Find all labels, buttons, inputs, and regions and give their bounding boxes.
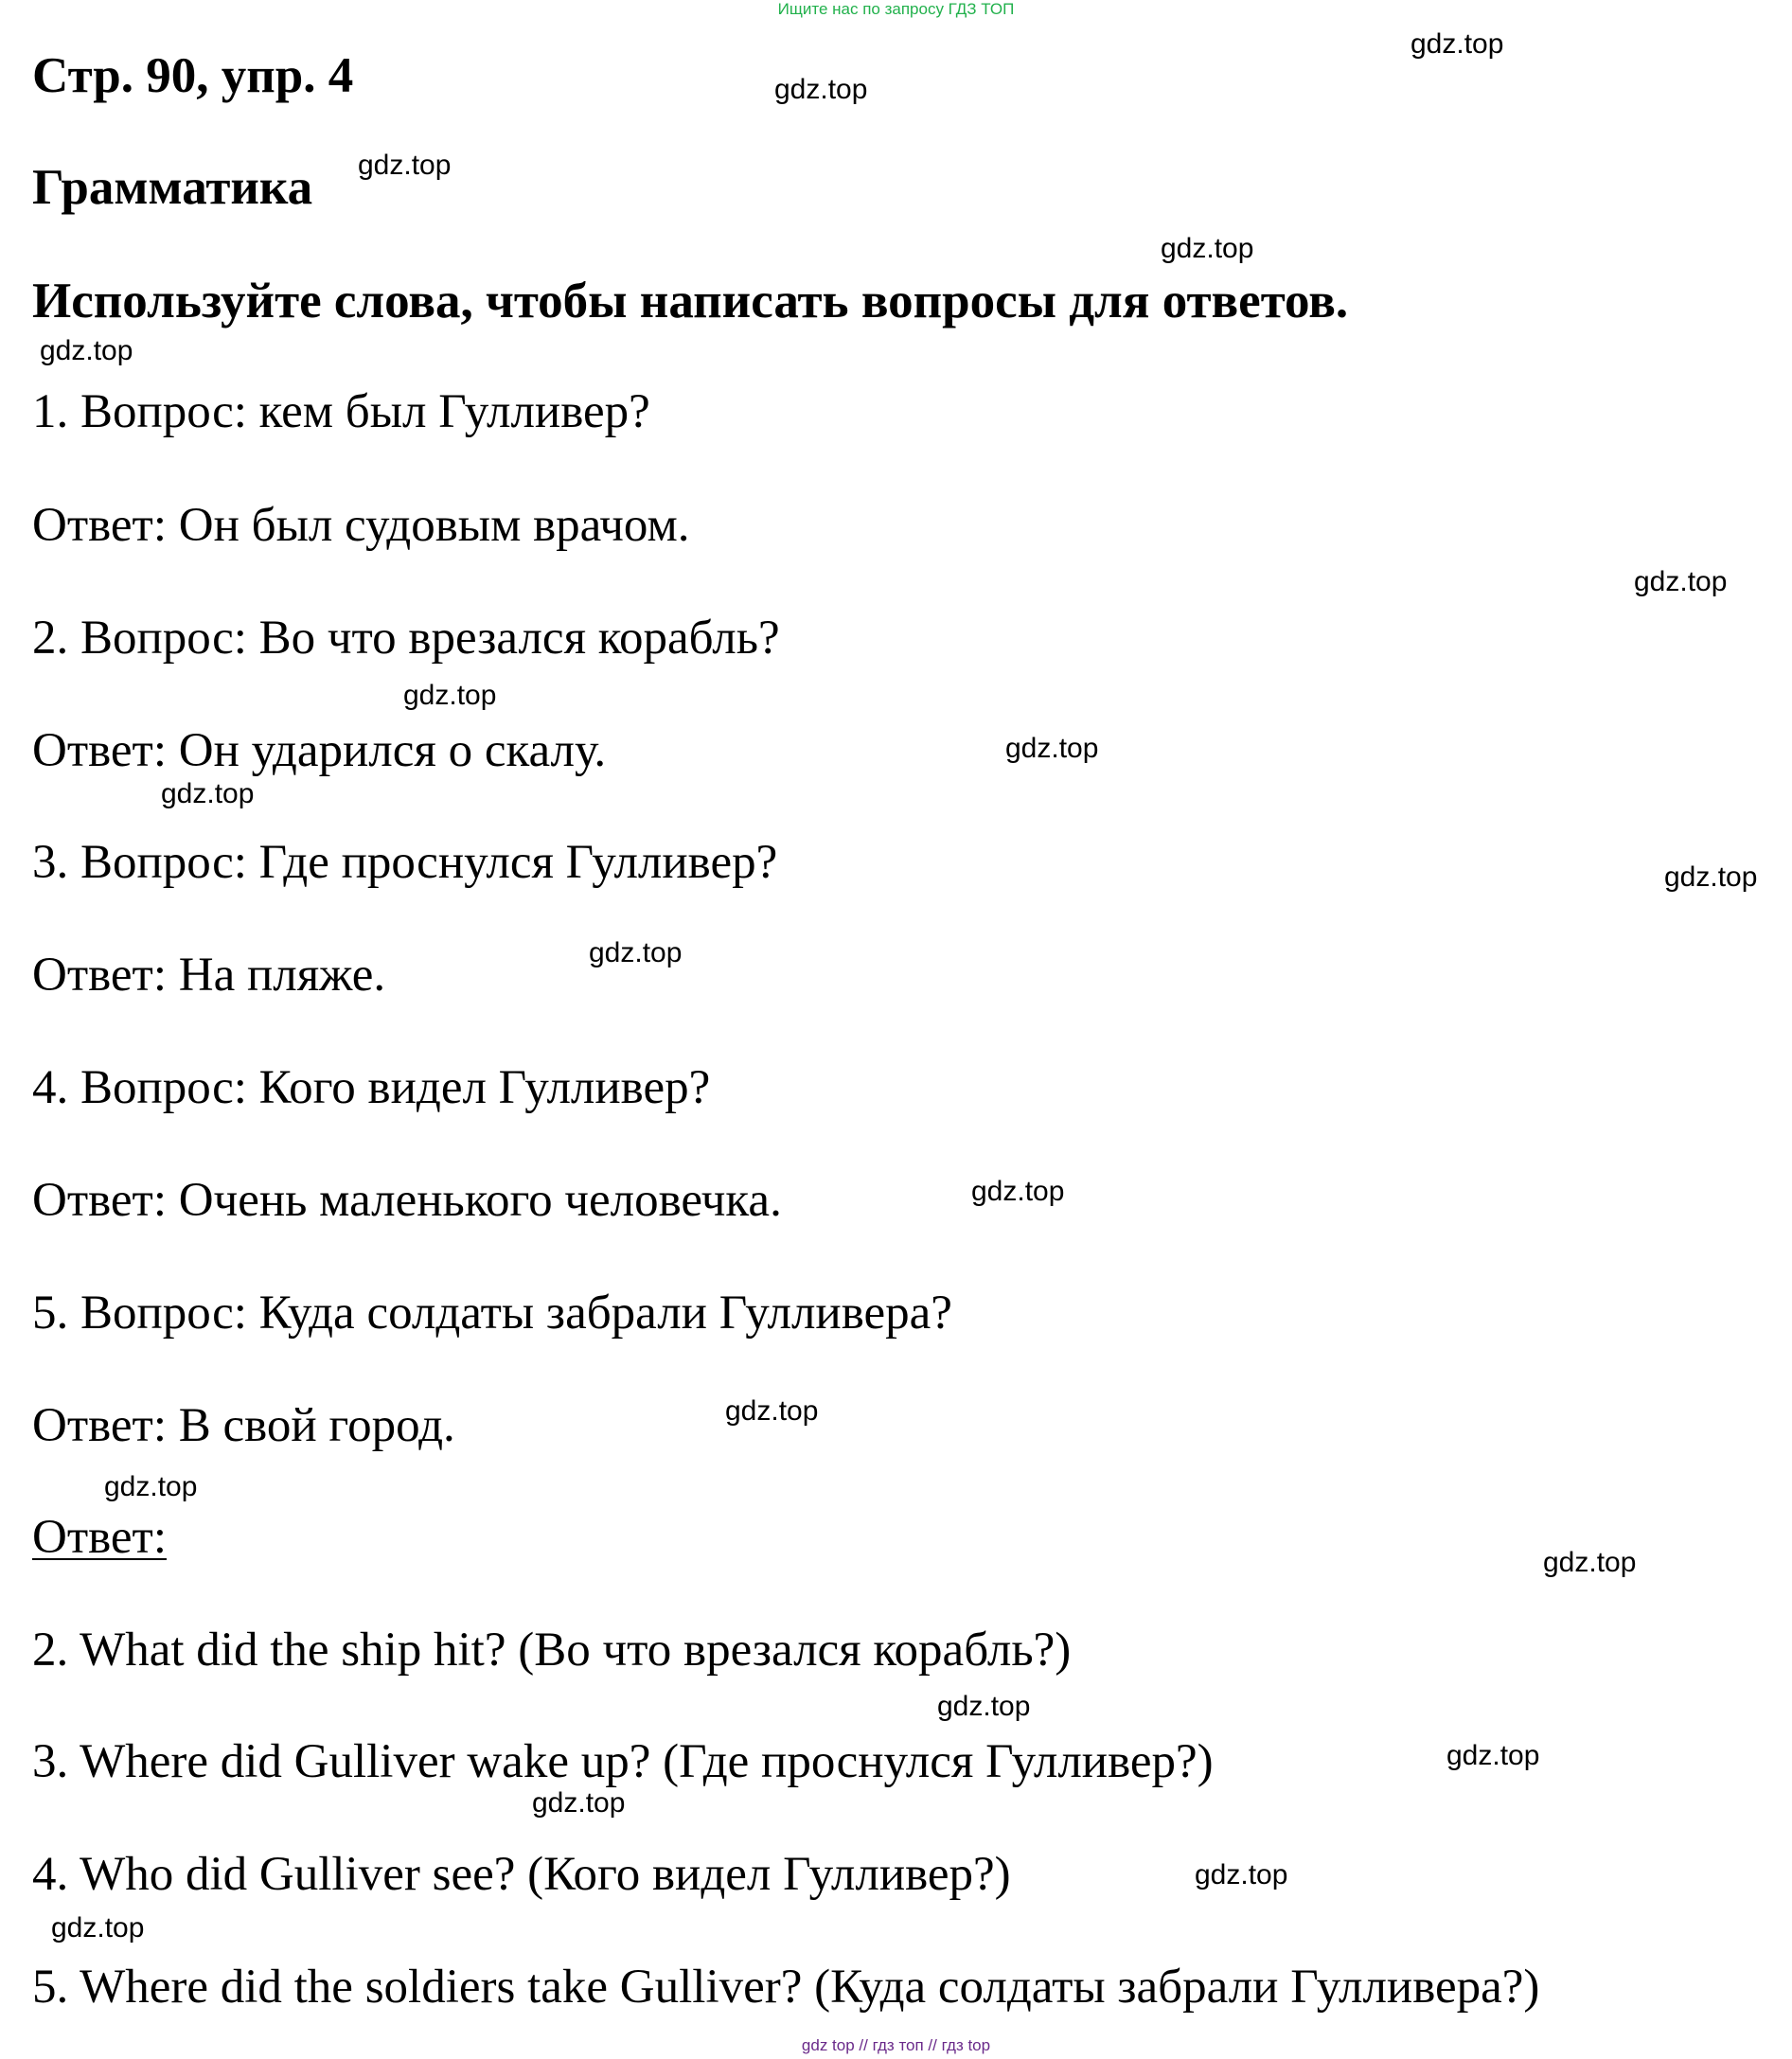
task-instruction: Используйте слова, чтобы написать вопросы для ответов. (32, 274, 1349, 328)
watermark: gdz.top (51, 1912, 145, 1944)
english-answer-3: 3. Where did Gulliver wake up? (Где проснулся Гулливер?) (32, 1735, 1214, 1788)
watermark: gdz.top (1664, 861, 1758, 893)
question-3: 3. Вопрос: Где проснулся Гулливер? (32, 836, 778, 889)
question-2: 2. Вопрос: Во что врезался корабль? (32, 612, 780, 665)
answer-3: Ответ: На пляже. (32, 949, 386, 1002)
watermark: gdz.top (403, 680, 497, 711)
english-answer-4: 4. Who did Gulliver see? (Кого видел Гулливер?) (32, 1848, 1011, 1901)
answer-1: Ответ: Он был судовым врачом. (32, 499, 690, 552)
watermark: gdz.top (1543, 1547, 1637, 1578)
answer-heading: Ответ: (32, 1511, 167, 1564)
watermark: gdz.top (358, 150, 452, 181)
watermark: gdz.top (1634, 566, 1728, 597)
watermark: gdz.top (774, 74, 868, 105)
footer-links[interactable]: gdz top // гдз топ // гдз top (801, 2036, 991, 2054)
search-hint-banner[interactable]: Ищите нас по запросу ГДЗ ТОП (777, 0, 1015, 18)
watermark: gdz.top (1446, 1740, 1540, 1771)
watermark: gdz.top (1161, 233, 1254, 264)
watermark: gdz.top (161, 778, 255, 809)
watermark: gdz.top (725, 1395, 819, 1427)
section-title: Грамматика (32, 160, 313, 215)
question-1: 1. Вопрос: кем был Гулливер? (32, 385, 650, 438)
watermark: gdz.top (532, 1787, 626, 1819)
english-answer-5: 5. Where did the soldiers take Gulliver? (Куда солдаты забрали Гулливера?) (32, 1961, 1540, 2014)
answer-2: Ответ: Он ударился о скалу. (32, 724, 607, 777)
watermark: gdz.top (40, 335, 133, 366)
english-answer-2: 2. What did the ship hit? (Во что врезался корабль?) (32, 1624, 1072, 1677)
watermark: gdz.top (1005, 733, 1099, 764)
watermark: gdz.top (589, 937, 683, 968)
watermark: gdz.top (971, 1176, 1065, 1207)
watermark: gdz.top (1411, 28, 1504, 60)
answer-4: Ответ: Очень маленького человечка. (32, 1174, 782, 1227)
watermark: gdz.top (104, 1471, 198, 1502)
watermark: gdz.top (937, 1691, 1031, 1722)
page-title: Стр. 90, упр. 4 (32, 48, 354, 103)
answer-5: Ответ: В свой город. (32, 1399, 455, 1452)
question-5: 5. Вопрос: Куда солдаты забрали Гулливера? (32, 1287, 952, 1340)
question-4: 4. Вопрос: Кого видел Гулливер? (32, 1061, 711, 1114)
watermark: gdz.top (1195, 1859, 1288, 1890)
